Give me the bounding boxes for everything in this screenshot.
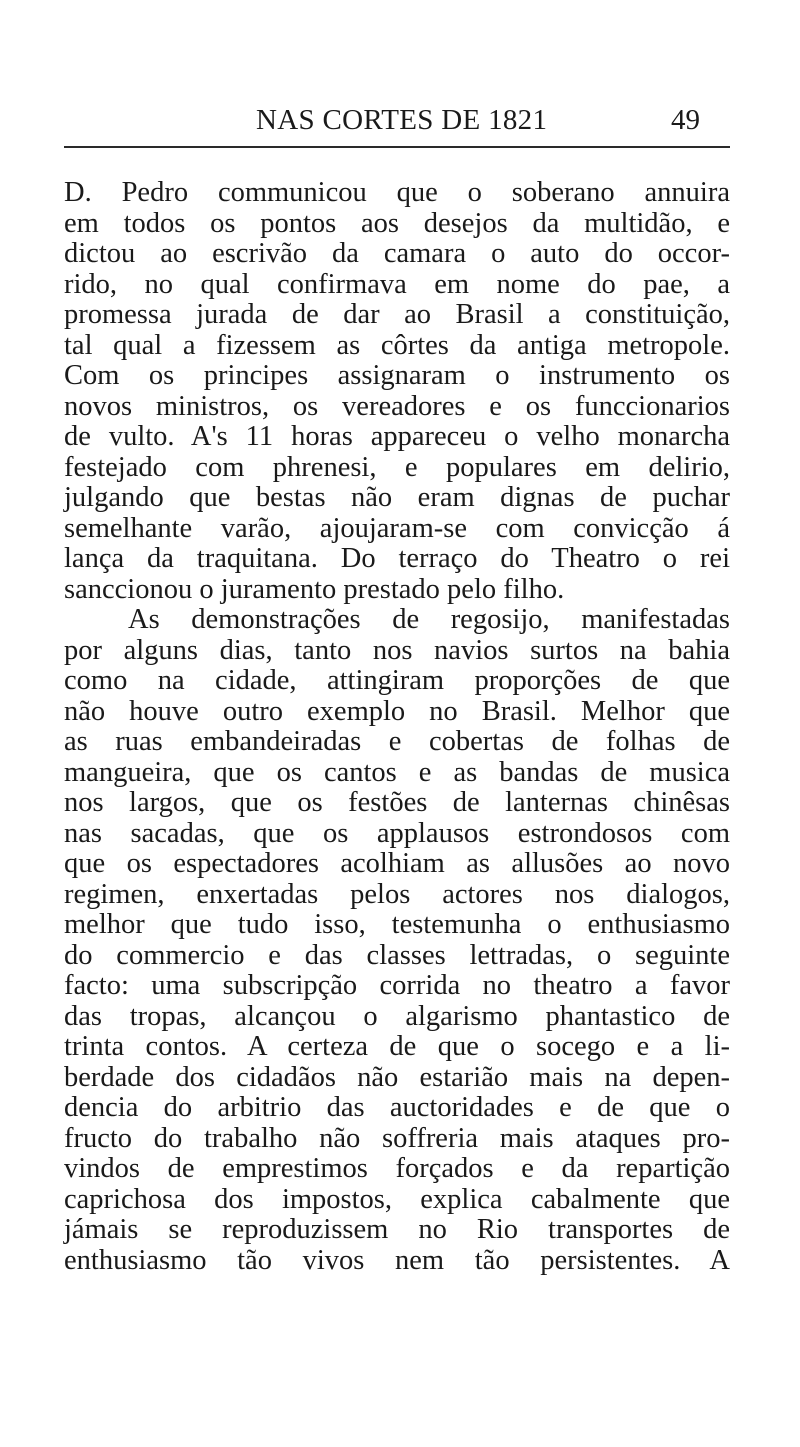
- text-line: trinta contos. A certeza de que o socego e a li-: [64, 1031, 730, 1062]
- text-line: das tropas, alcançou o algarismo phantastico de: [64, 1000, 730, 1032]
- text-line: novos ministros, os vereadores e os funccionarios: [64, 390, 730, 422]
- text-line: do commercio e das classes lettradas, o seguinte: [64, 939, 730, 971]
- page-header: [64, 104, 730, 144]
- text-line: lança da traquitana. Do terraço do Theatro o rei: [64, 543, 730, 574]
- text-line: caprichosa dos impostos, explica cabalmente que: [64, 1183, 730, 1215]
- text-line: semelhante varão, ajoujaram-se com convicção á: [64, 512, 730, 544]
- text-line: jámais se reproduzissem no Rio transportes de: [64, 1214, 730, 1245]
- text-line: facto: uma subscripção corrida no theatro a favor: [64, 970, 730, 1001]
- header-rule: [64, 146, 730, 148]
- paragraph-end-line: sanccionou o juramento prestado pelo filho.: [64, 573, 565, 605]
- text-line: D. Pedro communicou que o soberano annuira: [64, 177, 730, 208]
- text-line: não houve outro exemplo no Brasil. Melhor que: [64, 695, 730, 727]
- text-line: como na cidade, attingiram proporções de que: [64, 665, 730, 696]
- text-line: que os espectadores acolhiam as allusões ao novo: [64, 848, 730, 879]
- text-line: rido, no qual confirmava em nome do pae, a: [64, 268, 730, 300]
- text-line: julgando que bestas não eram dignas de puchar: [64, 482, 730, 513]
- text-line: em todos os pontos aos desejos da multidão, e: [64, 207, 730, 239]
- text-line: promessa jurada de dar ao Brasil a constituição,: [64, 299, 730, 330]
- text-line: enthusiasmo tão vivos nem tão persistentes. A: [64, 1244, 730, 1276]
- text-line: melhor que tudo isso, testemunha o enthusiasmo: [64, 909, 730, 940]
- text-line: dictou ao escrivão da camara o auto do occor-: [64, 238, 730, 269]
- text-line: tal qual a fizessem as côrtes da antiga metropole.: [64, 329, 730, 361]
- text-line: de vulto. A's 11 horas appareceu o velho monarcha: [64, 421, 730, 452]
- text-line: berdade dos cidadãos não estarião mais na depen-: [64, 1061, 730, 1093]
- text-line: Com os principes assignaram o instrumento os: [64, 360, 730, 391]
- text-line: fructo do trabalho não soffreria mais ataques pro-: [64, 1122, 730, 1154]
- text-line: as ruas embandeiradas e cobertas de folhas de: [64, 726, 730, 757]
- text-line: festejado com phrenesi, e populares em delirio,: [64, 451, 730, 483]
- paragraph-start-line: As demonstrações de regosijo, manifestadas: [128, 604, 730, 635]
- text-line: dencia do arbitrio das auctoridades e de que o: [64, 1092, 730, 1123]
- text-line: nas sacadas, que os applausos estrondosos com: [64, 817, 730, 849]
- body-text: [64, 178, 730, 1276]
- text-line: vindos de emprestimos forçados e da repartição: [64, 1153, 730, 1184]
- running-head: NAS CORTES DE 1821: [256, 104, 548, 136]
- text-line: nos largos, que os festões de lanternas chinêsas: [64, 787, 730, 818]
- text-line: mangueira, que os cantos e as bandas de musica: [64, 756, 730, 788]
- page-number: 49: [671, 104, 700, 136]
- text-line: regimen, enxertadas pelos actores nos dialogos,: [64, 878, 730, 910]
- text-line: por alguns dias, tanto nos navios surtos na bahia: [64, 634, 730, 666]
